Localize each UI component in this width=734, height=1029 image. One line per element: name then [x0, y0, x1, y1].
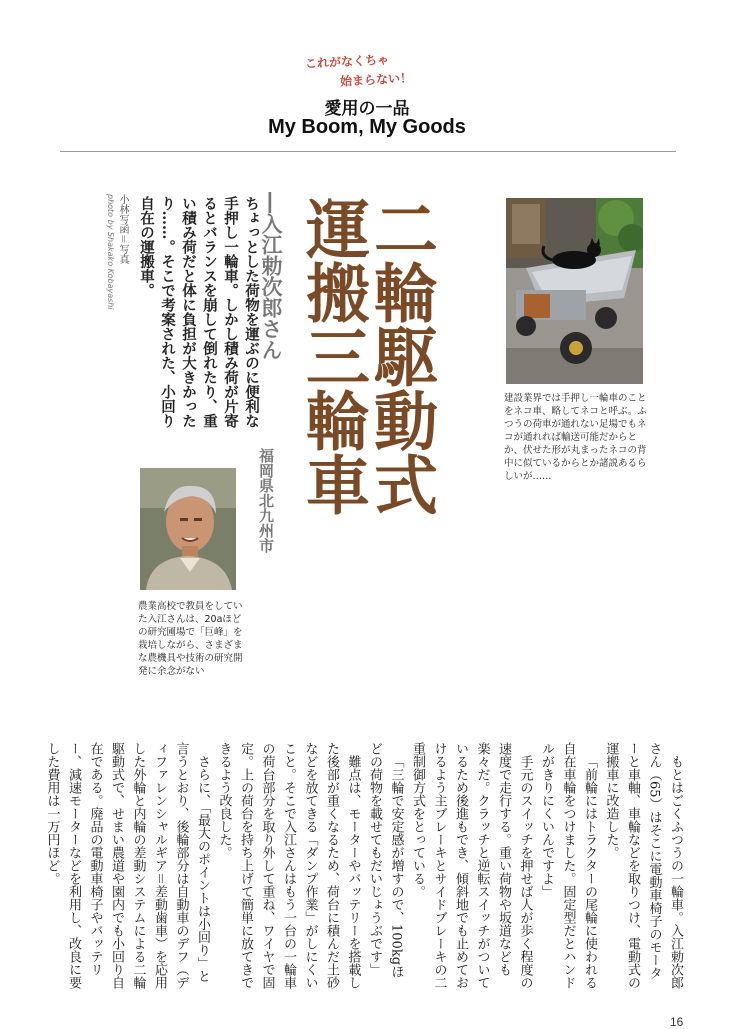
body-paragraph: 「三輪で安定感が増すので、100kgほどの荷物を載せてもだいじょうぶです」 — [367, 742, 404, 979]
portrait-photo — [140, 468, 236, 590]
cart-with-cat-photo — [506, 198, 643, 384]
body-paragraph: 難点は、モーターやバッテリーを搭載した後部が重くなるため、荷台に積んだ土砂などを放てきる「ダンプ作業」がしにくいこと。そこで入江さんはもう一台の一輪車の荷台部分を取り外して重ね、ワイヤで固定。上の荷台を持ち上げて簡単に放てきできるよう改良した。 — [216, 742, 361, 989]
body-paragraph: 手元のスイッチを押せば人が歩く程度の速度で走行する。重い荷物や坂道なども楽々だ。クラッチと逆転スイッチがついているため後進もでき、傾斜地でも止めておけるよう主ブレーキとサイドブレーキの二重制御方式をとっている。 — [410, 742, 533, 989]
article-intro: ちょっとした荷物を運ぶのに便利な手押し一輪車。しかし積み荷が片寄るとバランスを崩して倒れたり、重い積み荷だと体に負担が大きかったり……。そこで考案された、小回り自在の運搬車。 — [138, 196, 260, 428]
photo-credit — [104, 194, 128, 334]
page-number: 16 — [670, 1015, 684, 1029]
person-name: ―入江勅次郎さん — [259, 192, 283, 360]
kicker-line-1: これがなくちゃ — [304, 52, 390, 71]
article-body — [36, 742, 686, 990]
section-title-en: My Boom, My Goods — [268, 116, 466, 138]
header-divider — [60, 151, 676, 152]
body-paragraph: 「前輪にはトラクターの尾輪に使われる自在車輪をつけました。固定型だとハンドルがきりにくいんですよ」 — [539, 742, 597, 989]
portrait-caption: 農業高校で教員をしていた入江さんは、20aほどの研究圃場で「巨峰」を栽培しながら、さまざまな農機具や技術の研究開発に余念がない — [138, 601, 243, 677]
section-title-jp: 愛用の一品 — [324, 99, 410, 119]
photo-credit-en: photo by Shakako Kobayashi — [106, 194, 115, 310]
kicker-line-2: 始まらない！ — [339, 70, 413, 89]
body-paragraph: さらに、「最大のポイントは小回り」と言うとおり、後輪部分は自動車のデフ（ディファレンシャルギア＝差動歯車）を応用した外輪と内輪の差動システムによる二輪駆動式で、せまい農道や園内でも小回り自在である。廃品の電動車椅子やバッテリー、減速モーターなどを利用し、改良に要した費用は一万円ほど。 — [44, 742, 210, 990]
article-title: 二輪駆動式運搬三輪車 — [295, 196, 437, 516]
person-location: 福岡県北九州市 — [257, 448, 275, 553]
body-paragraph: もとはごくふつうの一輪車。入江勅次郎さん（65）はそこに電動車椅子のモーターと車軸、車輪などを取りつけ、電動式の運搬車に改造した。 — [603, 742, 683, 989]
photo-credit-jp: 小林写函＝写真 — [117, 194, 128, 264]
cart-photo-caption: 建設業界では手押し一輪車のことをネコ車、略してネコと呼ぶ。ふつうの荷車が通れない足場でもネコが通れれば輸送可能だからとか、伏せた形が丸まったネコの背中に似ているからとか諸説あるらしいが…… — [504, 393, 647, 482]
